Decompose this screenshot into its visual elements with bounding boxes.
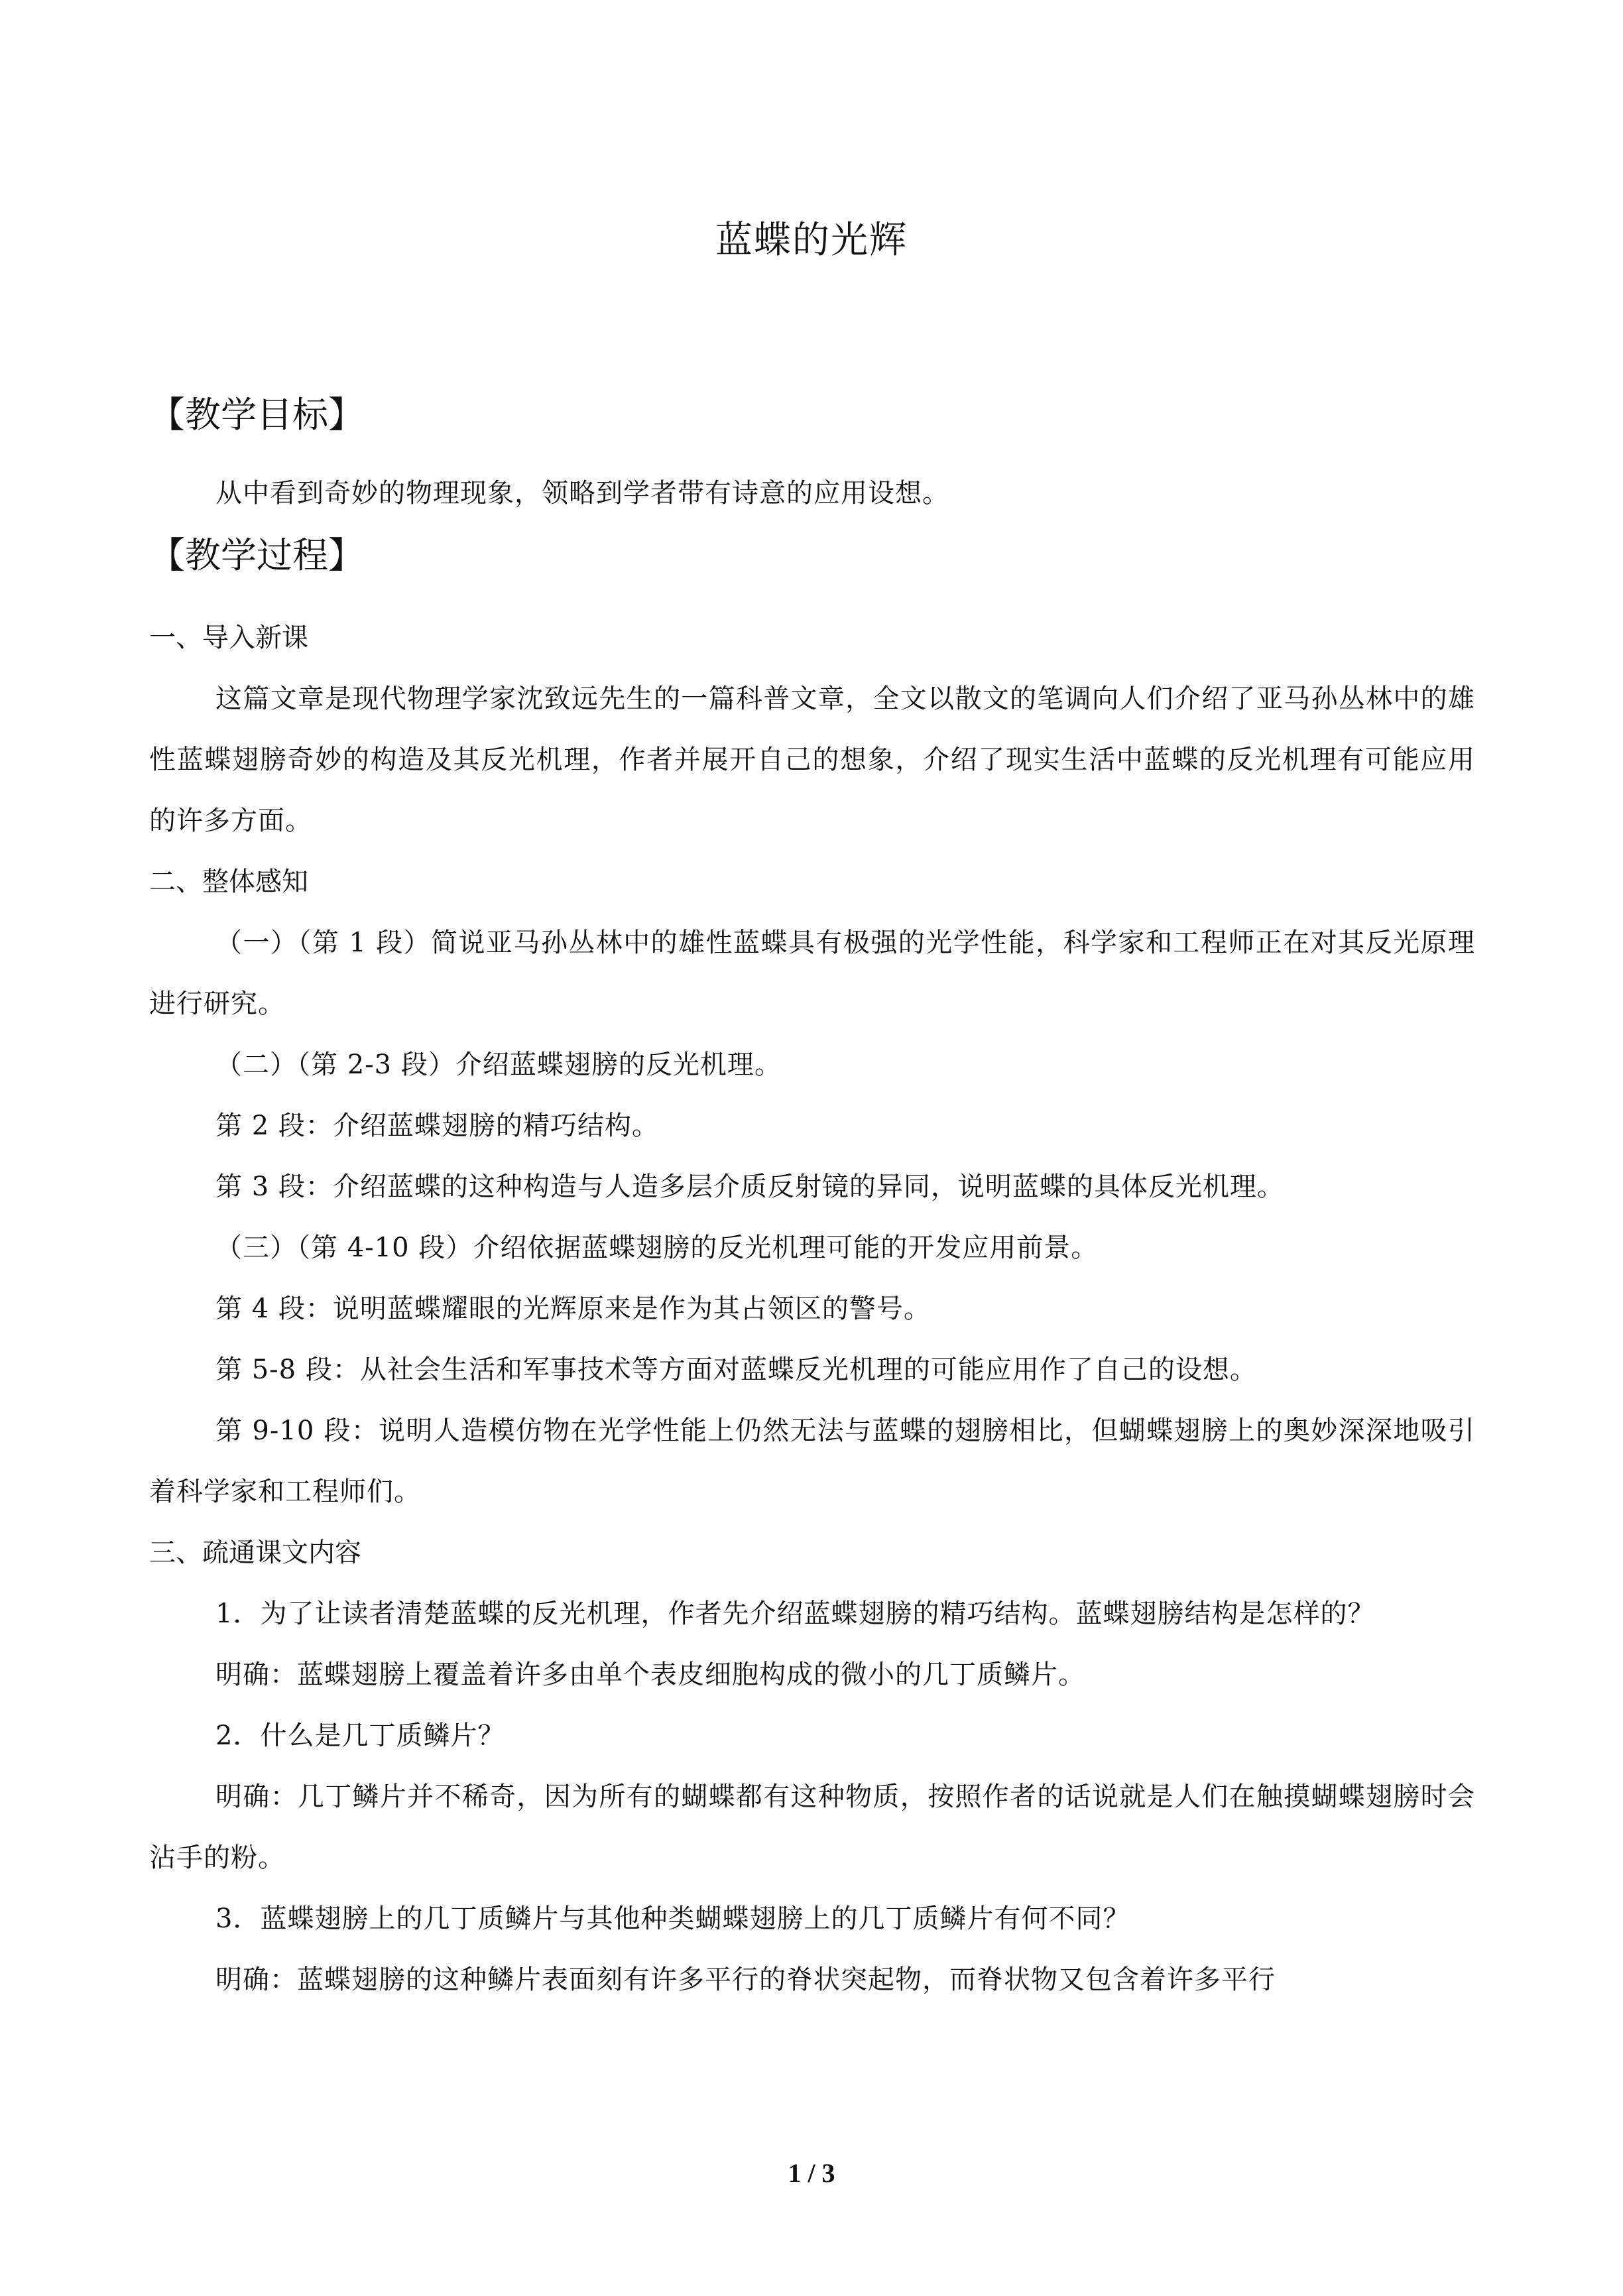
part2-item: 第 5-8 段：从社会生活和军事技术等方面对蓝蝶反光机理的可能应用作了自己的设想。 [215,1355,1257,1385]
part3-item: 3．蓝蝶翅膀上的几丁质鳞片与其他种类蝴蝶翅膀上的几丁质鳞片有何不同？ [215,1903,1130,1934]
part2-item: 第 4 段：说明蓝蝶耀眼的光辉原来是作为其占领区的警号。 [215,1294,931,1324]
part2-item: 第 3 段：介绍蓝蝶的这种构造与人造多层介质反射镜的异同，说明蓝蝶的具体反光机理。 [215,1172,1284,1202]
part3-item: 明确：蓝蝶翅膀的这种鳞片表面刻有许多平行的脊状突起物，而脊状物又包含着许多平行 [215,1964,1276,1995]
part2-item: 第 2 段：介绍蓝蝶翅膀的精巧结构。 [215,1111,659,1141]
page-number: 1 / 3 [788,2158,835,2188]
part3-item: 1．为了让读者清楚蓝蝶的反光机理，作者先介绍蓝蝶翅膀的精巧结构。蓝蝶翅膀结构是怎样的？ [215,1599,1375,1629]
part3-item: 明确：几丁鳞片并不稀奇，因为所有的蝴蝶都有这种物质，按照作者的话说就是人们在触摸蝴蝶翅膀时会沾手的粉。 [149,1782,1475,1873]
objectives-heading: 【教学目标】 [149,394,364,436]
part3-heading: 三、疏通课文内容 [149,1538,361,1568]
process-heading: 【教学过程】 [149,534,364,576]
part2-heading: 二、整体感知 [149,867,308,897]
part3-item: 明确：蓝蝶翅膀上覆盖着许多由单个表皮细胞构成的微小的几丁质鳞片。 [215,1660,1085,1690]
part2-item: （二）（第 2-3 段）介绍蓝蝶翅膀的反光机理。 [215,1050,782,1080]
part2-item: 第 9-10 段：说明人造模仿物在光学性能上仍然无法与蓝蝶的翅膀相比，但蝴蝶翅膀上的奥妙深深地吸引着科学家和工程师们。 [149,1416,1475,1507]
part1-text: 这篇文章是现代物理学家沈致远先生的一篇科普文章，全文以散文的笔调向人们介绍了亚马孙丛林中的雄性蓝蝶翅膀奇妙的构造及其反光机理，作者并展开自己的想象，介绍了现实生活中蓝蝶的反光机理有可能应用的许多方面。 [149,684,1475,836]
document-body [149,383,1475,2010]
part2-item: （三）（第 4-10 段）介绍依据蓝蝶翅膀的反光机理可能的开发应用前景。 [215,1233,1099,1263]
document-title: 蓝蝶的光辉 [715,219,908,262]
part2-item: （一）（第 1 段）简说亚马孙丛林中的雄性蓝蝶具有极强的光学性能，科学家和工程师正在对其反光原理进行研究。 [149,928,1475,1019]
part3-item: 2．什么是几丁质鳞片？ [215,1721,505,1751]
part1-heading: 一、导入新课 [149,623,308,653]
objectives-text: 从中看到奇妙的物理现象，领略到学者带有诗意的应用设想。 [215,478,949,509]
